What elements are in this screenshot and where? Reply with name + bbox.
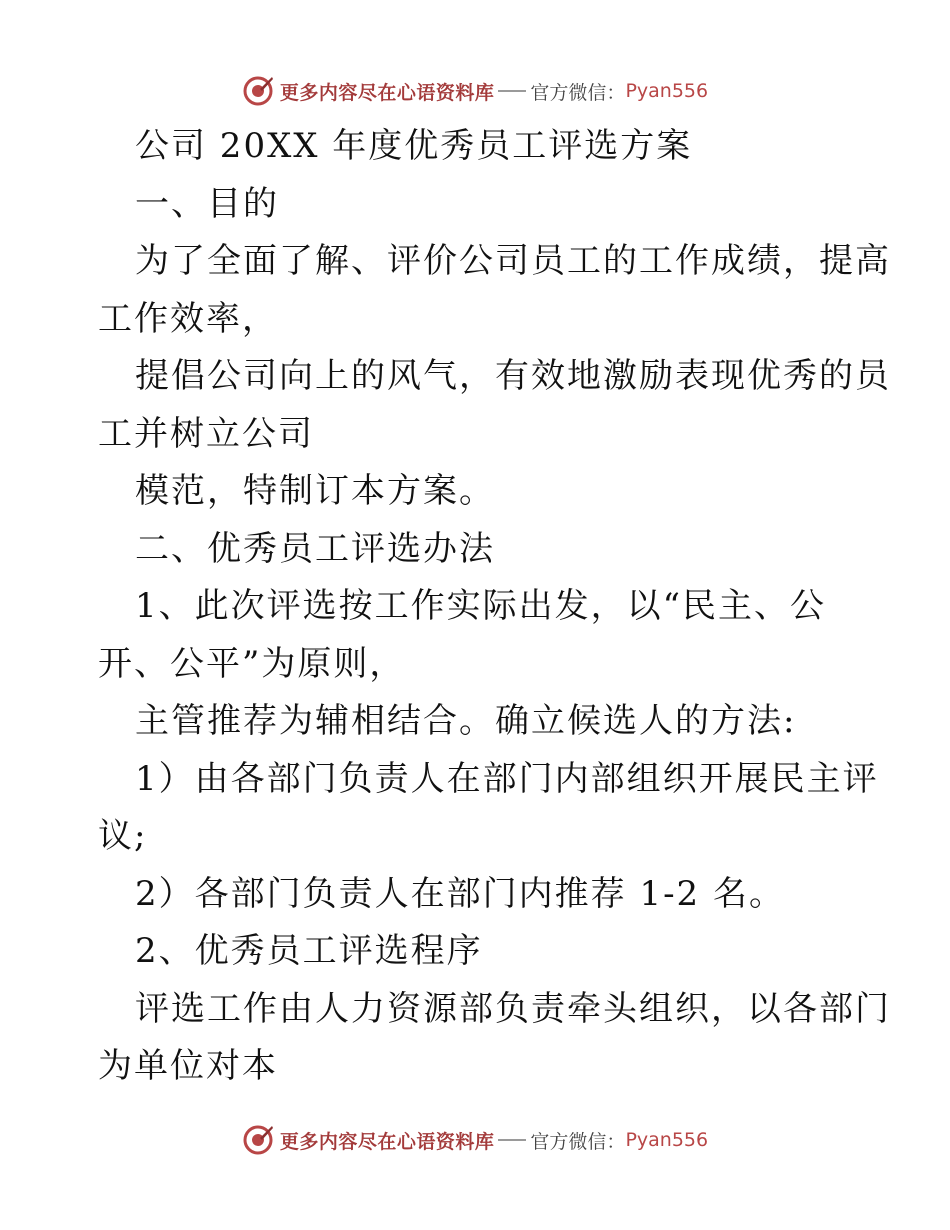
text-line: 工并树立公司 [98,413,314,454]
text-line: 提倡公司向上的风气，有效地激励表现优秀的员 [135,356,891,396]
promo-text: 更多内容尽在心语资料库 [279,1130,495,1153]
footer-watermark-banner [0,1120,950,1160]
pen-logo-icon [242,75,274,107]
text-line: 开、公平”为原则， [98,643,406,684]
wechat-id: Pyan556 [625,1129,709,1151]
promo-text: 更多内容尽在心语资料库 [279,81,495,104]
text-line: 1、此次评选按工作实际出发，以“民主、公 [135,586,827,626]
text-line: 一、目的 [135,183,279,224]
banner-dash [498,1139,526,1141]
text-line: 2）各部门负责人在部门内推荐 1-2 名。 [135,873,785,914]
text-line: 议; [98,816,148,856]
banner-dash [498,90,526,92]
document-title: 公司 20XX 年度优秀员工评选方案 [135,126,693,166]
wechat-id: Pyan556 [625,80,709,102]
pen-logo-icon [242,1124,274,1156]
text-line: 评选工作由人力资源部负责牵头组织，以各部门 [135,988,891,1029]
header-watermark-banner [0,71,950,111]
text-line: 主管推荐为辅相结合。确立候选人的方法: [135,701,797,741]
official-wechat-label: 官方微信： [530,81,626,104]
text-line: 模范，特制订本方案。 [135,471,495,511]
text-line: 为了全面了解、评价公司员工的工作成绩，提高 [135,241,891,281]
document-body [98,118,891,1096]
official-wechat-label: 官方微信： [530,1130,626,1153]
text-line: 工作效率， [98,298,278,339]
text-line: 二、优秀员工评选办法 [135,528,495,569]
text-line: 为单位对本 [98,1046,278,1086]
text-line: 1）由各部门负责人在部门内部组织开展民主评 [135,758,879,799]
text-line: 2、优秀员工评选程序 [135,931,483,971]
